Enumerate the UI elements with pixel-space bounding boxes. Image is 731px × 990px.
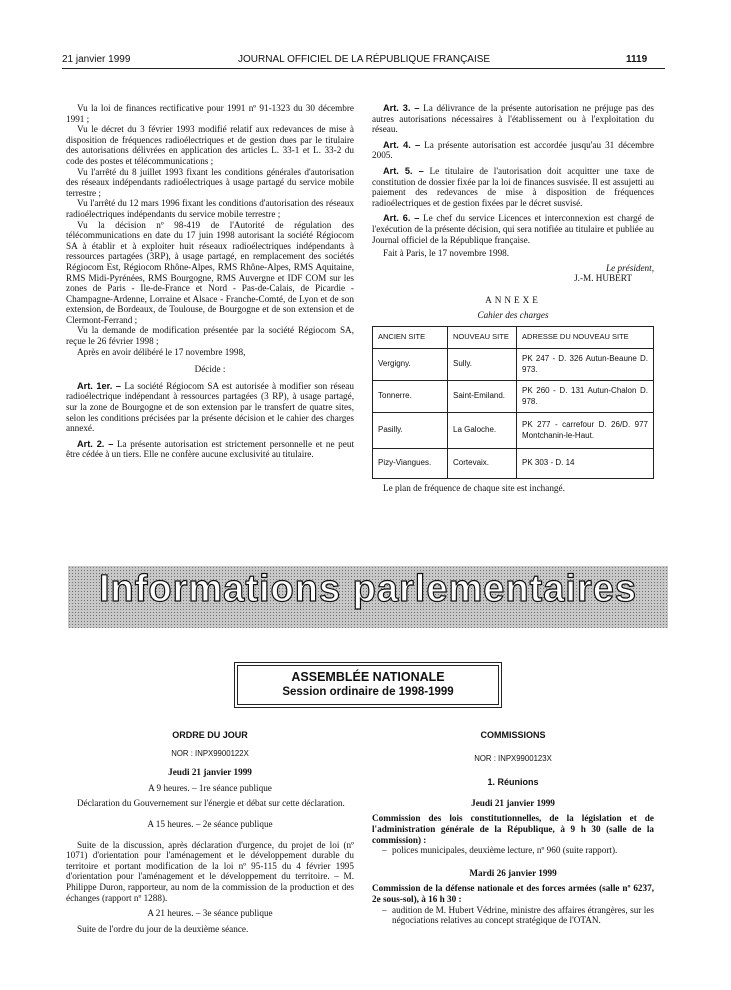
- informations-parlementaires-banner: [68, 566, 668, 628]
- table-cell: Pizy-Viangues.: [373, 449, 448, 479]
- article-1-label: Art. 1er. –: [77, 380, 121, 391]
- commission-lois-title: Commission des lois constitutionnelles, de la législation et de l'administration générale de la République, à 9 h 30 (salle de la commission) :: [372, 813, 654, 845]
- table-row: [373, 449, 654, 479]
- cahier-heading: Cahier des charges: [477, 309, 549, 320]
- article-4-text: La présente autorisation est accordée jusqu'au 31 décembre 2005.: [372, 139, 654, 161]
- article-6-text: Le chef du service Licences et interconnexion est chargé de l'exécution de la présente décision, qui sera notifiée au titulaire et publiée au Journal officiel de la République française.: [372, 213, 654, 245]
- table-header-row: [373, 327, 654, 349]
- assemblee-inner-frame: [237, 665, 499, 705]
- assemblee-title: ASSEMBLÉE NATIONALE: [291, 670, 445, 684]
- commissions-column: [372, 730, 654, 926]
- table-cell: Vergigny.: [373, 349, 448, 381]
- header-page-number: 1119: [626, 54, 648, 65]
- seance-3-time: A 21 heures. – 3e séance publique: [147, 908, 273, 919]
- fait-a-paris: Fait à Paris, le 17 novembre 1998.: [383, 248, 510, 259]
- article-5-text: Le titulaire de l'autorisation doit acquitter une taxe de constitution de dossier fixée par la loi de finances susvisée. Il est assujetti au paiement des redevances de mise à disposition de fréquences radioélectriques et de gestion fixées par le décret susvisé.: [372, 165, 655, 208]
- seance-1-time: A 9 heures. – 1re séance publique: [148, 782, 272, 793]
- seance-1-text: Déclaration du Gouvernement sur l'énergie et débat sur cette déclaration.: [77, 798, 345, 809]
- table-row: [373, 349, 654, 381]
- article-3: [372, 103, 654, 135]
- header-date: 21 janvier 1999: [62, 54, 131, 65]
- header-journal-title: JOURNAL OFFICIEL DE LA RÉPUBLIQUE FRANÇAISE: [238, 54, 491, 65]
- seance-2-text: Suite de la discussion, après déclaration d'urgence, du projet de loi (nº 1071) d'orientation pour l'aménagement et le développement durable du territoire et portant modification de la loi nº 95-115 du 4 février 1995 d'orientation pour l'aménagement et le développement du territoire. – M. Philippe Duron, rapporteur, au nom de la commission de la production et des échanges (rapport nº 1288).: [66, 839, 354, 903]
- decide-heading: Décide :: [194, 364, 226, 375]
- ordre-nor: NOR : INPX9900122X: [171, 748, 249, 758]
- left-column: [66, 103, 354, 460]
- commissions-date-2: Mardi 26 janvier 1999: [469, 867, 557, 878]
- table-cell: La Galoche.: [448, 413, 517, 449]
- article-6-label: Art. 6. –: [383, 213, 420, 224]
- article-2-label: Art. 2. –: [77, 438, 114, 449]
- article-5: [372, 166, 654, 208]
- article-6: [372, 213, 654, 245]
- article-3-label: Art. 3. –: [383, 103, 420, 113]
- paragraph-vu-arrete-1993: Vu l'arrêté du 8 juillet 1993 fixant les conditions générales d'autorisation des réseaux indépendants radioélectriques à usage partagé du service mobile terrestre ;: [66, 166, 354, 198]
- table-header-cell: ADRESSE DU NOUVEAU SITE: [517, 327, 654, 349]
- table-cell: Pasilly.: [373, 413, 448, 449]
- commission-lois-item: – polices municipales, deuxième lecture, nº 960 (suite rapport).: [382, 845, 654, 856]
- table-cell: PK 260 - D. 131 Autun-Chalon D. 978.: [517, 381, 654, 413]
- commission-defense-title: Commission de la défense nationale et des forces armées (salle nº 6237, 2e sous-sol), à 16 h 30 :: [372, 883, 654, 904]
- table-cell: PK 247 - D. 326 Autun-Beaune D. 973.: [517, 349, 654, 381]
- ordre-du-jour-column: [66, 730, 354, 934]
- table-row: [373, 413, 654, 449]
- article-4: [372, 140, 654, 161]
- table-cell: Sully.: [448, 349, 517, 381]
- paragraph-vu-decret: Vu le décret du 3 février 1993 modifié relatif aux redevances de mise à disposition de fréquences radioélectriques et de gestion dues par le titulaire des autorisations délivrées en application des articles L. 33-1 et L. 33-2 du code des postes et télécommunications ;: [66, 124, 354, 166]
- plan-frequence-note: Le plan de fréquence de chaque site est inchangé.: [383, 483, 565, 494]
- article-1: [66, 381, 354, 434]
- table-cell: PK 277 - carrefour D. 26/D. 977 Montchanin-le-Haut.: [517, 413, 654, 449]
- seance-3-text: Suite de l'ordre du jour de la deuxième séance.: [77, 923, 249, 934]
- table-header-cell: NOUVEAU SITE: [448, 327, 517, 349]
- seance-2-time: A 15 heures. – 2e séance publique: [147, 818, 273, 829]
- commissions-nor: NOR : INPX9900123X: [474, 753, 552, 763]
- article-4-label: Art. 4. –: [383, 139, 421, 150]
- table-row: [373, 381, 654, 413]
- table-cell: Cortevaix.: [448, 449, 517, 479]
- paragraph-vu-loi-finances: Vu la loi de finances rectificative pour 1991 nº 91-1323 du 30 décembre 1991 ;: [66, 103, 354, 124]
- ordre-du-jour-heading: ORDRE DU JOUR: [172, 730, 248, 740]
- signature-title: Le président,: [606, 262, 654, 273]
- commission-defense-item: – audition de M. Hubert Védrine, ministre des affaires étrangères, sur les négociations relatives au concept stratégique de l'OTAN.: [382, 905, 654, 926]
- article-1-text: La société Régiocom SA est autorisée à modifier son réseau radioélectrique indépendant à ressources partagées (3 RP), à usage partagé, sur la zone de Bourgogne et de son extension par le transfert de quatre sites, selon les conditions précisées par la présente décision et le cahier des charges annexé.: [66, 380, 354, 434]
- assemblee-nationale-box: [234, 662, 502, 708]
- reunions-heading: 1. Réunions: [487, 777, 539, 788]
- table-cell: Tonnerre.: [373, 381, 448, 413]
- paragraph-vu-decision: Vu la décision nº 98-419 de l'Autorité de régulation des télécommunications en date du 17 juin 1998 autorisant la société Régiocom SA à établir et à exploiter huit réseaux radioélectriques indépendants à ressources partagées (3RP), à usage partagé, en remplacement des sociétés Régiocom Est, Régiocom Rhône-Alpes, RMS Rhône-Alpes, RMS Aquitaine, RMS Midi-Pyrénées, RMS Bourgogne, RMS Auvergne et IDF COM sur les zones de Paris - Ile-de-France et Nord - Pas-de-Calais, de Picardie - Champagne-Ardenne, Lorraine et Alsace - Franche-Comté, de Lyon et de son extension, de Bordeaux, de Toulouse, de Bourgogne et de son extension et de Clermont-Ferrand ;: [66, 219, 354, 325]
- table-header-cell: ANCIEN SITE: [373, 327, 448, 349]
- banner-title: Informations parlementaires: [98, 568, 638, 610]
- article-2: [66, 439, 354, 460]
- session-title: Session ordinaire de 1998-1999: [282, 686, 454, 698]
- header-rule: [62, 68, 665, 69]
- table-cell: PK 303 - D. 14: [517, 449, 654, 479]
- annexe-heading: ANNEXE: [485, 294, 541, 305]
- commissions-heading: COMMISSIONS: [480, 730, 546, 740]
- ordre-date: Jeudi 21 janvier 1999: [168, 767, 252, 778]
- right-column: [372, 103, 654, 494]
- paragraph-apres-deliberation: Après en avoir délibéré le 17 novembre 1998,: [77, 346, 246, 357]
- signature-name: J.-M. HUBERT: [574, 273, 632, 284]
- paragraph-vu-demande: Vu la demande de modification présentée par la société Régiocom SA, reçue le 26 février 1998 ;: [66, 325, 354, 347]
- article-5-label: Art. 5. –: [383, 165, 424, 176]
- article-3-text: La délivrance de la présente autorisation ne préjuge pas des autres autorisations nécessaires à l'établissement ou à l'exploitation du réseau.: [372, 103, 655, 135]
- article-2-text: La présente autorisation est strictement personnelle et ne peut être cédée à un tiers. Elle ne confère aucune exclusivité au titulaire.: [66, 438, 354, 460]
- table-cell: Saint-Emiland.: [448, 381, 517, 413]
- sites-table: [372, 326, 654, 479]
- paragraph-vu-arrete-1996: Vu l'arrêté du 12 mars 1996 fixant les conditions d'autorisation des réseaux radioélectriques indépendants du service mobile terrestre ;: [66, 198, 354, 219]
- commissions-date-1: Jeudi 21 janvier 1999: [471, 797, 555, 808]
